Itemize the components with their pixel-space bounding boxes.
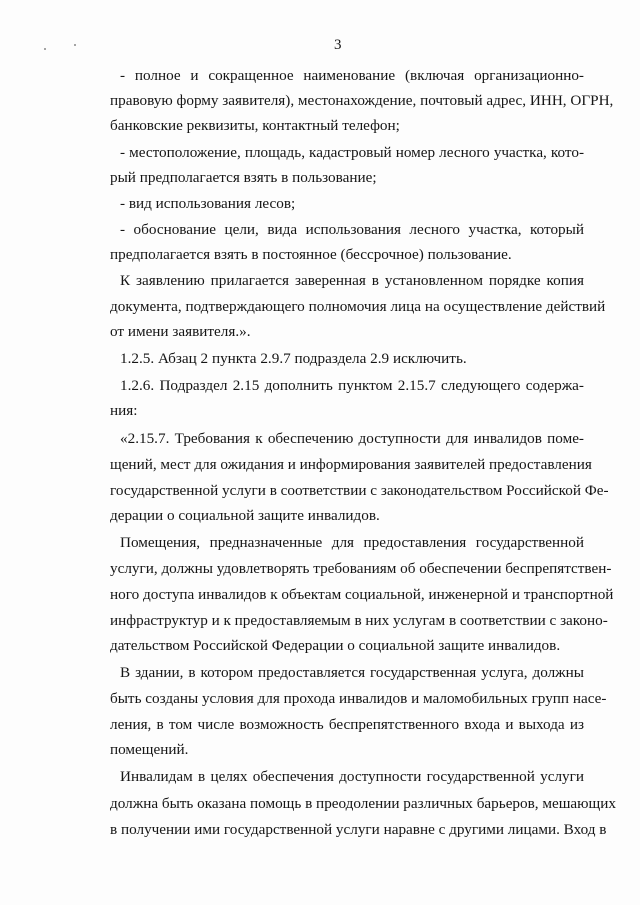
text-line: К заявлению прилагается заверенная в установленном порядке копия: [120, 272, 584, 289]
scan-speck: [44, 48, 46, 50]
text-line: щений, мест для ожидания и информирования заявителей предоставления: [110, 456, 592, 473]
text-line: - полное и сокращенное наименование (включая организационно-: [120, 67, 584, 84]
text-line: рый предполагается взять в пользование;: [110, 169, 377, 186]
text-line: ния:: [110, 402, 138, 419]
text-line: от имени заявителя.».: [110, 323, 251, 340]
text-line: предполагается взять в постоянное (бессрочное) пользование.: [110, 246, 512, 263]
text-line: быть созданы условия для прохода инвалидов и маломобильных групп насе-: [110, 690, 607, 707]
text-line: дательством Российской Федерации о социальной защите инвалидов.: [110, 637, 561, 654]
text-line: инфраструктур и к предоставляемым в них услугам в соответствии с законо-: [110, 612, 608, 629]
text-line: правовую форму заявителя), местонахождение, почтовый адрес, ИНН, ОГРН,: [110, 92, 614, 109]
text-line: дерации о социальной защите инвалидов.: [110, 507, 380, 524]
scan-speck: [74, 44, 76, 46]
text-line: Помещения, предназначенные для предоставления государственной: [120, 534, 584, 551]
text-line: Инвалидам в целях обеспечения доступности государственной услуги: [120, 768, 584, 785]
text-line: - вид использования лесов;: [120, 195, 296, 212]
text-line: ного доступа инвалидов к объектам социальной, инженерной и транспортной: [110, 586, 614, 603]
text-line: документа, подтверждающего полномочия лица на осуществление действий: [110, 298, 606, 315]
text-line: В здании, в котором предоставляется государственная услуга, должны: [120, 664, 584, 681]
text-line: ления, в том числе возможность беспрепятственного входа и выхода из: [110, 716, 584, 733]
text-line: в получении ими государственной услуги наравне с другими лицами. Вход в: [110, 821, 607, 838]
text-line: 1.2.6. Подраздел 2.15 дополнить пунктом 2.15.7 следующего содержа-: [120, 377, 584, 394]
text-line: - обоснование цели, вида использования лесного участка, который: [120, 221, 584, 238]
text-line: банковские реквизиты, контактный телефон;: [110, 117, 400, 134]
text-line: 1.2.5. Абзац 2 пункта 2.9.7 подраздела 2.9 исключить.: [120, 350, 467, 367]
text-line: - местоположение, площадь, кадастровый номер лесного участка, кото-: [120, 144, 584, 161]
text-line: услуги, должны удовлетворять требованиям об обеспечении беспрепятствен-: [110, 560, 612, 577]
text-line: должна быть оказана помощь в преодолении различных барьеров, мешающих: [110, 795, 616, 812]
page-number: 3: [334, 37, 342, 53]
text-line: государственной услуги в соответствии с законодательством Российской Фе-: [110, 482, 609, 499]
text-line: помещений.: [110, 741, 189, 758]
text-line: «2.15.7. Требования к обеспечению доступности для инвалидов поме-: [120, 430, 584, 447]
